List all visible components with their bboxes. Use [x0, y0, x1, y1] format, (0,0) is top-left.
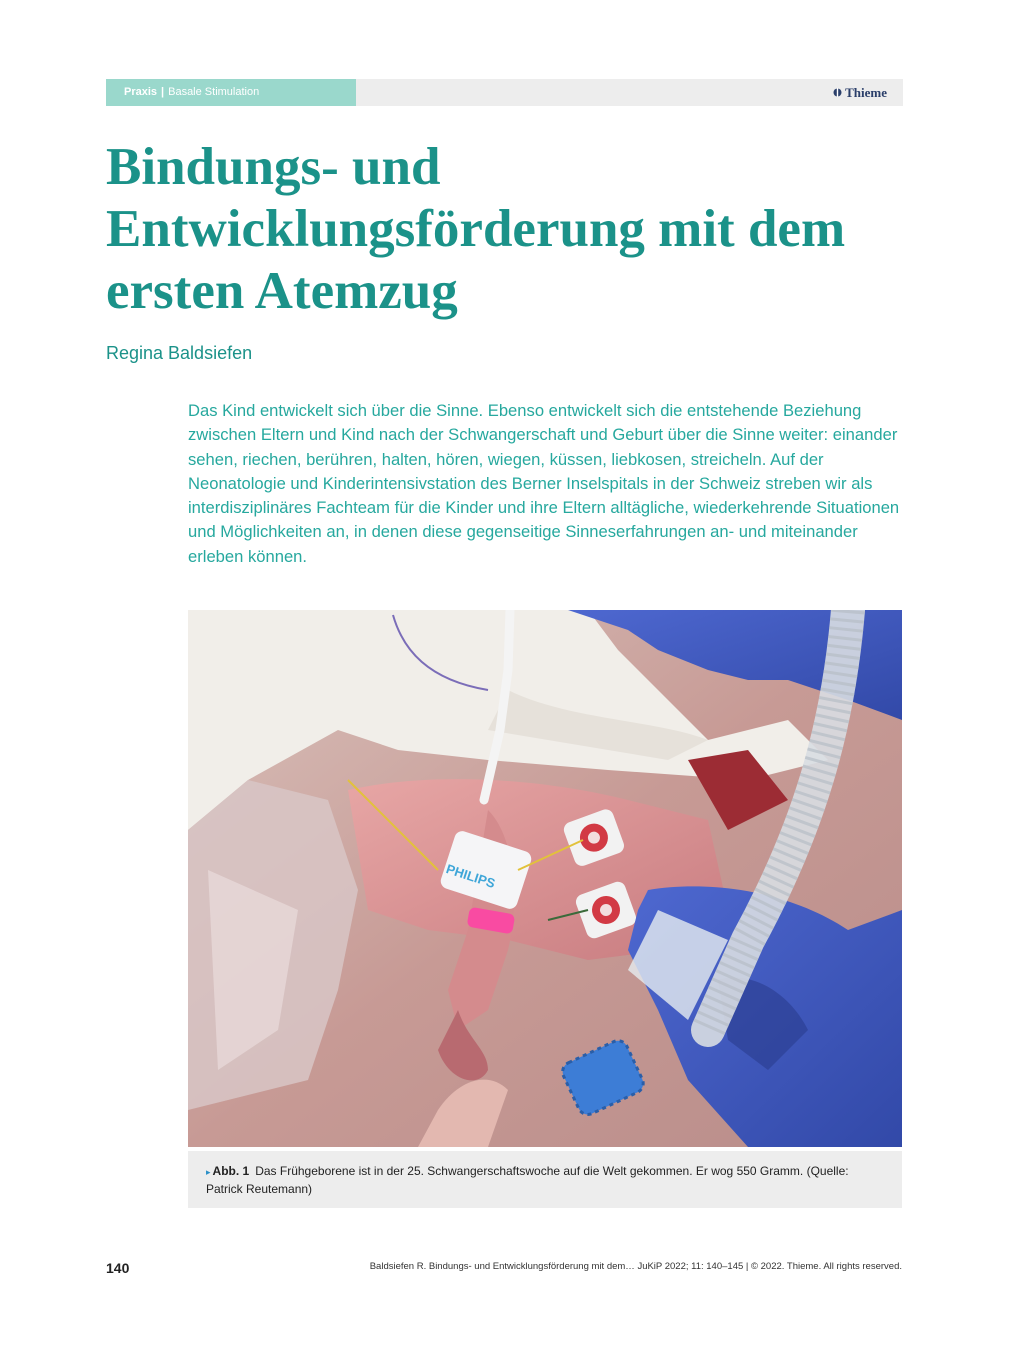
- figure-photo: [188, 610, 902, 1147]
- caption-label: Abb. 1: [212, 1164, 250, 1178]
- publisher-name: Thieme: [845, 85, 887, 100]
- page-number: 140: [106, 1260, 130, 1276]
- thieme-logo-icon: [833, 87, 842, 98]
- article-title: Bindungs- und Entwicklungsförderung mit dem ersten Atemzug: [106, 138, 846, 320]
- citation: Baldsiefen R. Bindungs- und Entwicklungsförderung mit dem… JuKiP 2022; 11: 140–145 | © 2022. Thieme. All rights reserved.: [369, 1261, 902, 1272]
- premature-infant-photo: [188, 610, 902, 1147]
- caption-arrow-icon: ▸: [206, 1167, 211, 1177]
- article-abstract: Das Kind entwickelt sich über die Sinne. Ebenso entwickelt sich die entstehende Beziehung zwischen Eltern und Kind nach der Schwangerschaft und Geburt über die Sinne weiter: einander sehen, riechen, berühren, halten, hören, wiegen, küssen, liebkosen, streicheln. Auf der Neonatologie und Kinderintensivstation des Berner Inselspitals in der Schweiz streben wir als interdisziplinäres Fachteam für die Kinder und ihre Eltern alltägliche, wiederkehrende Situationen und Möglichkeiten an, in denen diese gegenseitige Sinneserfahrungen an- und miteinander erleben können.: [188, 401, 900, 566]
- figure-caption: [188, 1151, 902, 1208]
- publisher-logo: [833, 79, 887, 106]
- section-label: Praxis: [124, 86, 158, 98]
- article-author: Regina Baldsiefen: [106, 343, 253, 363]
- caption-text: Das Frühgeborene ist in der 25. Schwangerschaftswoche auf die Welt gekommen. Er wog 550 Gramm. (Quelle: Patrick Reutemann): [206, 1164, 849, 1196]
- section-separator: |: [161, 86, 165, 98]
- sensor-label: PHILIPS: [444, 861, 498, 892]
- running-header: [106, 79, 903, 106]
- section-tag: [106, 79, 356, 106]
- topic-label: Basale Stimulation: [168, 86, 260, 98]
